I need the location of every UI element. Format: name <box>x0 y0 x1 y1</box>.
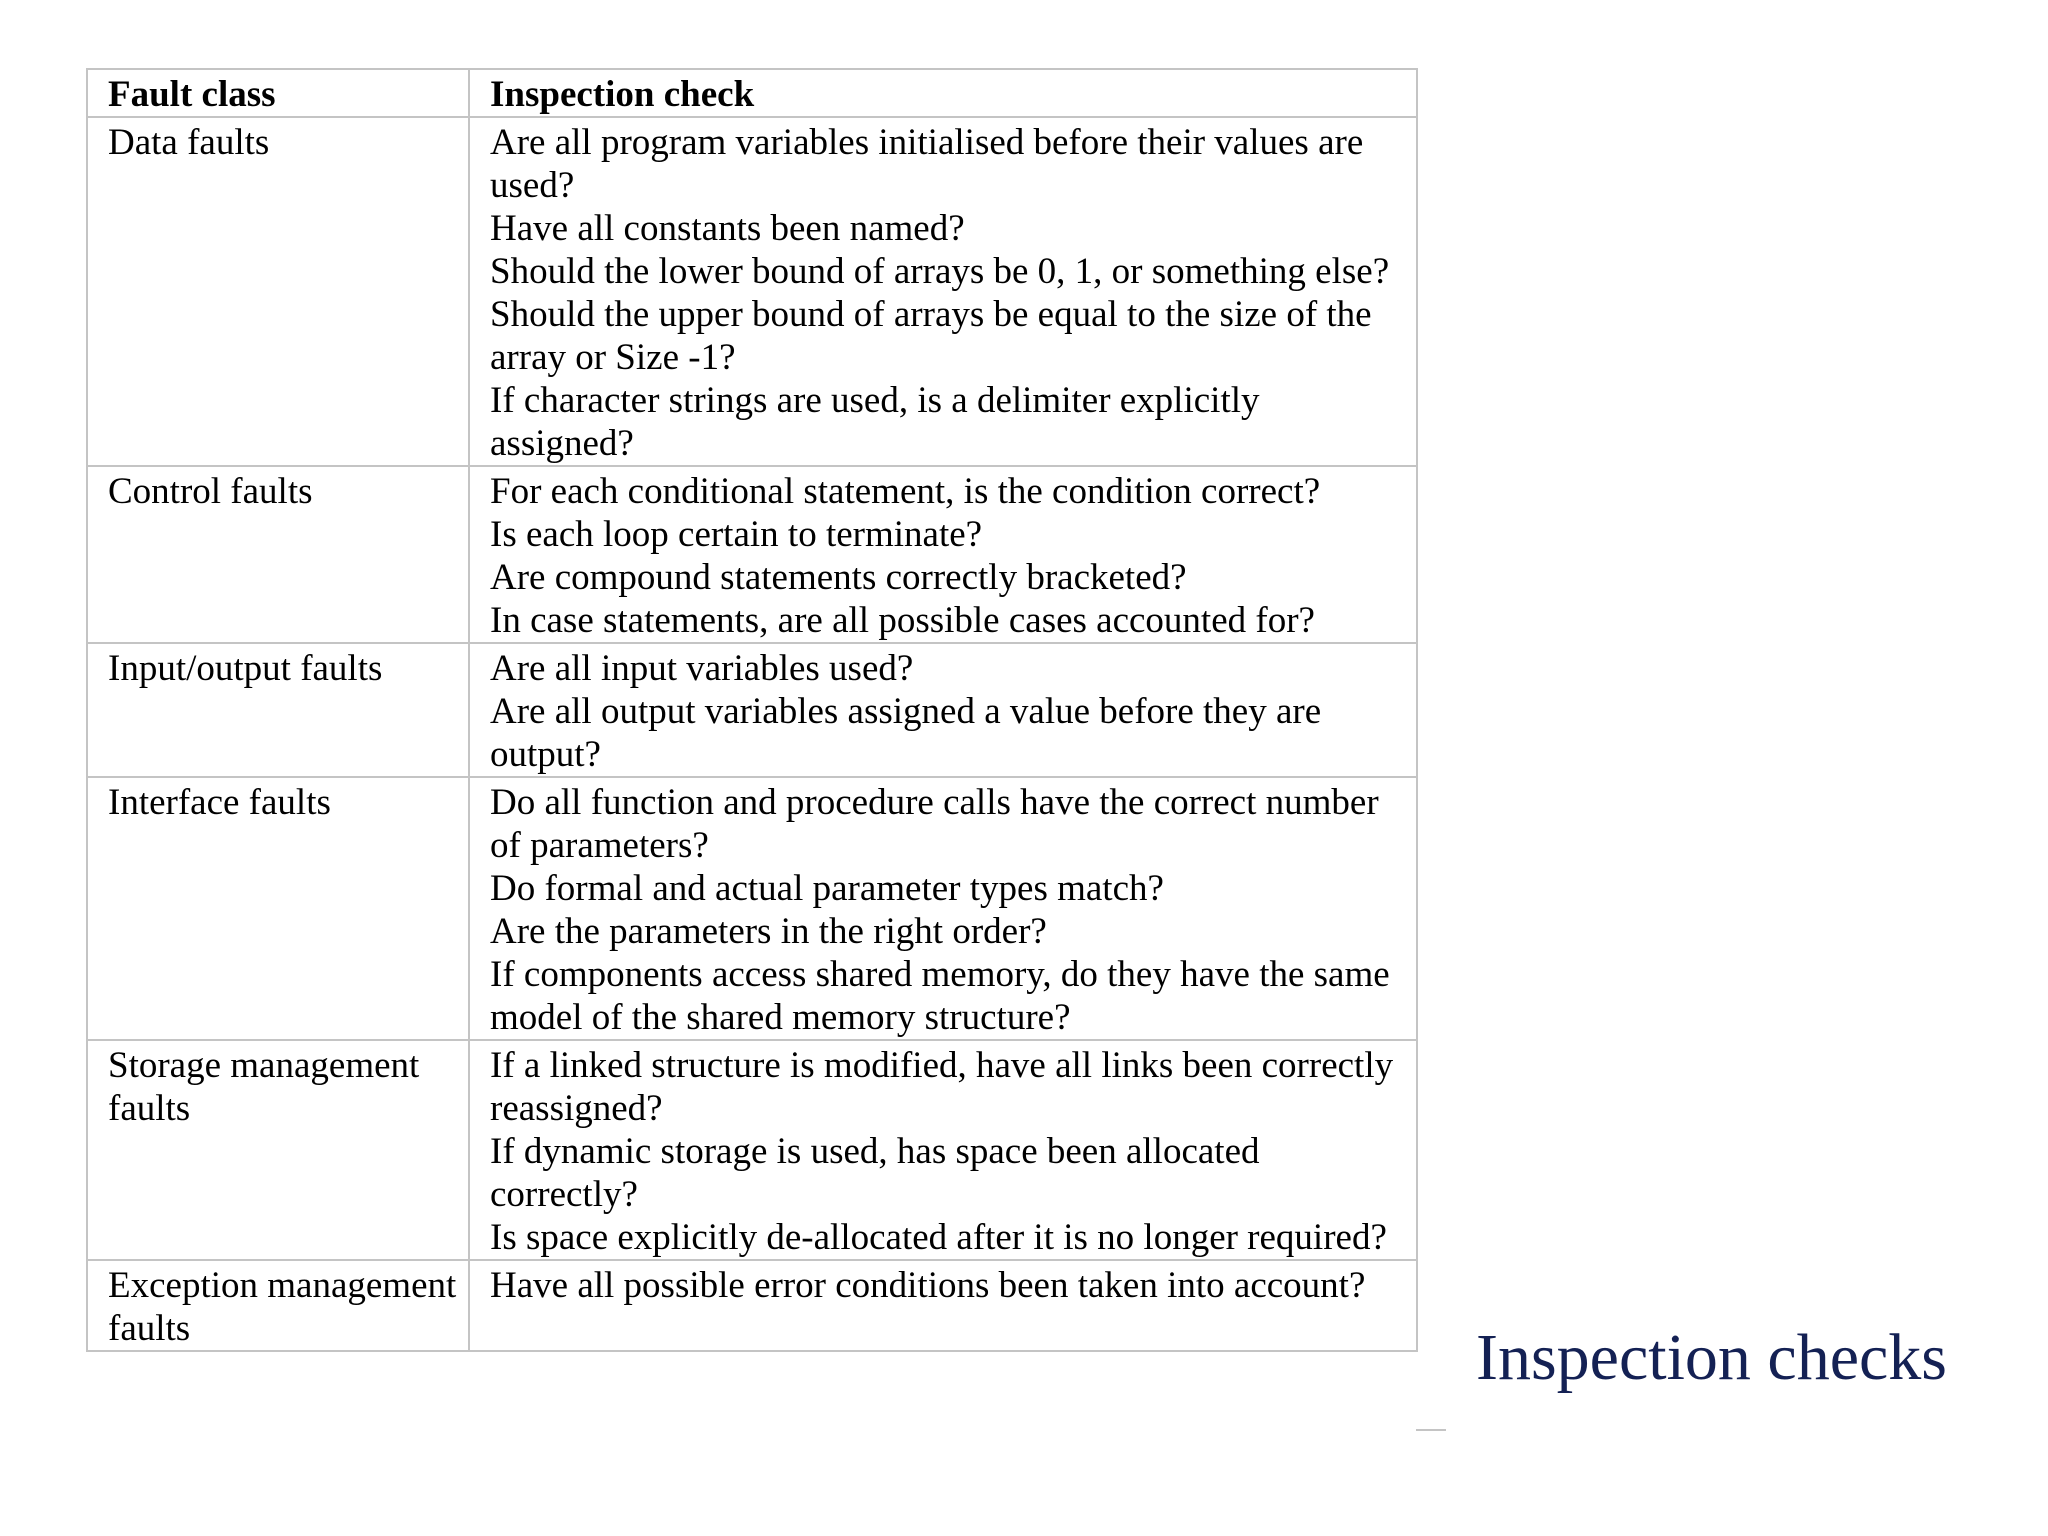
inspection-check-cell <box>469 466 1417 643</box>
fault-class-cell: Data faults <box>87 117 469 466</box>
inspection-check-cell <box>469 1260 1417 1351</box>
table-row <box>87 1040 1417 1260</box>
inspection-check-cell <box>469 117 1417 466</box>
inspection-check-item: Have all constants been named? <box>490 208 965 249</box>
inspection-check-cell <box>469 643 1417 777</box>
inspection-check-item: Are all input variables used? <box>490 648 914 689</box>
inspection-checks-table <box>86 68 1418 1352</box>
inspection-check-item: If a linked structure is modified, have all links been correctly reassigned? <box>490 1045 1394 1129</box>
fault-class-cell: Exception management faults <box>87 1260 469 1351</box>
header-inspection-check: Inspection check <box>469 69 1417 117</box>
inspection-check-item: Do formal and actual parameter types match? <box>490 868 1164 909</box>
inspection-check-item: In case statements, are all possible cases accounted for? <box>490 600 1315 641</box>
inspection-check-item: Should the upper bound of arrays be equal to the size of the array or Size -1? <box>490 294 1372 378</box>
inspection-check-item: If dynamic storage is used, has space been allocated correctly? <box>490 1131 1260 1215</box>
table-row <box>87 117 1417 466</box>
inspection-check-cell <box>469 777 1417 1040</box>
inspection-check-item: Is each loop certain to terminate? <box>490 514 983 555</box>
inspection-check-item: Are all output variables assigned a value before they are output? <box>490 691 1322 775</box>
inspection-check-item: Is space explicitly de-allocated after it is no longer required? <box>490 1217 1387 1258</box>
inspection-check-item: Are the parameters in the right order? <box>490 911 1047 952</box>
table-row <box>87 466 1417 643</box>
inspection-check-item: Do all function and procedure calls have the correct number of parameters? <box>490 782 1379 866</box>
fault-class-cell: Interface faults <box>87 777 469 1040</box>
table-header-row <box>87 69 1417 117</box>
divider <box>1416 1429 1446 1431</box>
inspection-check-item: If components access shared memory, do they have the same model of the shared memory structure? <box>490 954 1390 1038</box>
fault-class-cell: Control faults <box>87 466 469 643</box>
inspection-check-item: Have all possible error conditions been taken into account? <box>490 1265 1366 1306</box>
header-fault-class: Fault class <box>87 69 469 117</box>
table-row <box>87 777 1417 1040</box>
slide-title: Inspection checks <box>1476 1321 1947 1394</box>
inspection-check-item: Are compound statements correctly bracketed? <box>490 557 1187 598</box>
inspection-check-cell <box>469 1040 1417 1260</box>
inspection-check-item: Should the lower bound of arrays be 0, 1, or something else? <box>490 251 1390 292</box>
fault-class-cell: Storage management faults <box>87 1040 469 1260</box>
inspection-check-item: For each conditional statement, is the condition correct? <box>490 471 1321 512</box>
fault-class-cell: Input/output faults <box>87 643 469 777</box>
inspection-check-item: Are all program variables initialised before their values are used? <box>490 122 1364 206</box>
inspection-check-item: If character strings are used, is a delimiter explicitly assigned? <box>490 380 1260 464</box>
table-row <box>87 643 1417 777</box>
table-row <box>87 1260 1417 1351</box>
